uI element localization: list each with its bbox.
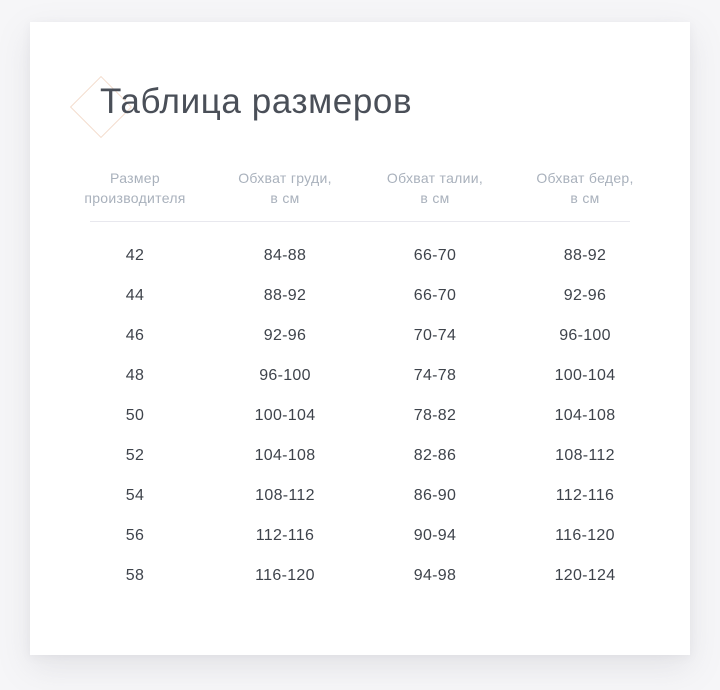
- table-cell: 82-86: [413, 447, 457, 464]
- table-row: [60, 316, 660, 356]
- column-header-line: в см: [570, 190, 600, 206]
- column-header-line: Обхват бедер,: [536, 170, 634, 186]
- table-cell: 54: [125, 487, 145, 504]
- table-cell: 86-90: [413, 487, 457, 504]
- table-cell: 42: [125, 247, 145, 264]
- table-cell: 100-104: [554, 367, 616, 384]
- column-header-line: в см: [420, 190, 450, 206]
- table-row: [60, 516, 660, 556]
- table-cell: 108-112: [255, 487, 315, 504]
- column-header-line: Размер: [110, 170, 160, 186]
- header-divider: [90, 221, 630, 222]
- table-cell: 92-96: [263, 327, 307, 344]
- table-cell: 58: [125, 567, 145, 584]
- column-header-line: производителя: [84, 190, 186, 206]
- table-cell: 100-104: [254, 407, 316, 424]
- size-table: [60, 168, 660, 596]
- table-cell: 48: [125, 367, 145, 384]
- table-cell: 88-92: [263, 287, 307, 304]
- table-cell: 66-70: [413, 247, 457, 264]
- table-cell: 74-78: [413, 367, 457, 384]
- table-cell: 46: [125, 327, 145, 344]
- table-row: [60, 356, 660, 396]
- table-cell: 88-92: [563, 247, 607, 264]
- column-header-line: в см: [270, 190, 300, 206]
- column-header-chest: [210, 168, 360, 208]
- page-title: Таблица размеров: [100, 82, 413, 121]
- column-header-hips: [510, 168, 660, 208]
- table-cell: 96-100: [559, 327, 611, 344]
- table-body: [60, 236, 660, 596]
- table-cell: 66-70: [413, 287, 457, 304]
- table-cell: 56: [125, 527, 145, 544]
- table-cell: 96-100: [259, 367, 311, 384]
- table-row: [60, 476, 660, 516]
- table-cell: 120-124: [554, 567, 616, 584]
- table-cell: 116-120: [555, 527, 615, 544]
- table-cell: 44: [125, 287, 145, 304]
- column-header-line: Обхват груди,: [238, 170, 332, 186]
- table-cell: 104-108: [554, 407, 616, 424]
- table-cell: 104-108: [254, 447, 316, 464]
- table-cell: 94-98: [413, 567, 457, 584]
- table-cell: 78-82: [413, 407, 457, 424]
- table-cell: 52: [125, 447, 145, 464]
- table-header-row: [60, 168, 660, 208]
- table-cell: 108-112: [555, 447, 615, 464]
- table-cell: 50: [125, 407, 145, 424]
- column-header-waist: [360, 168, 510, 208]
- table-row: [60, 236, 660, 276]
- size-chart-card: [30, 22, 690, 655]
- table-cell: 92-96: [563, 287, 607, 304]
- table-row: [60, 396, 660, 436]
- table-cell: 112-116: [255, 527, 315, 544]
- table-cell: 112-116: [555, 487, 615, 504]
- table-cell: 84-88: [263, 247, 307, 264]
- table-cell: 116-120: [255, 567, 315, 584]
- table-cell: 90-94: [413, 527, 457, 544]
- table-row: [60, 436, 660, 476]
- table-cell: 70-74: [413, 327, 457, 344]
- table-row: [60, 556, 660, 596]
- table-row: [60, 276, 660, 316]
- column-header-line: Обхват талии,: [386, 170, 484, 186]
- column-header-manufacturer-size: [60, 168, 210, 208]
